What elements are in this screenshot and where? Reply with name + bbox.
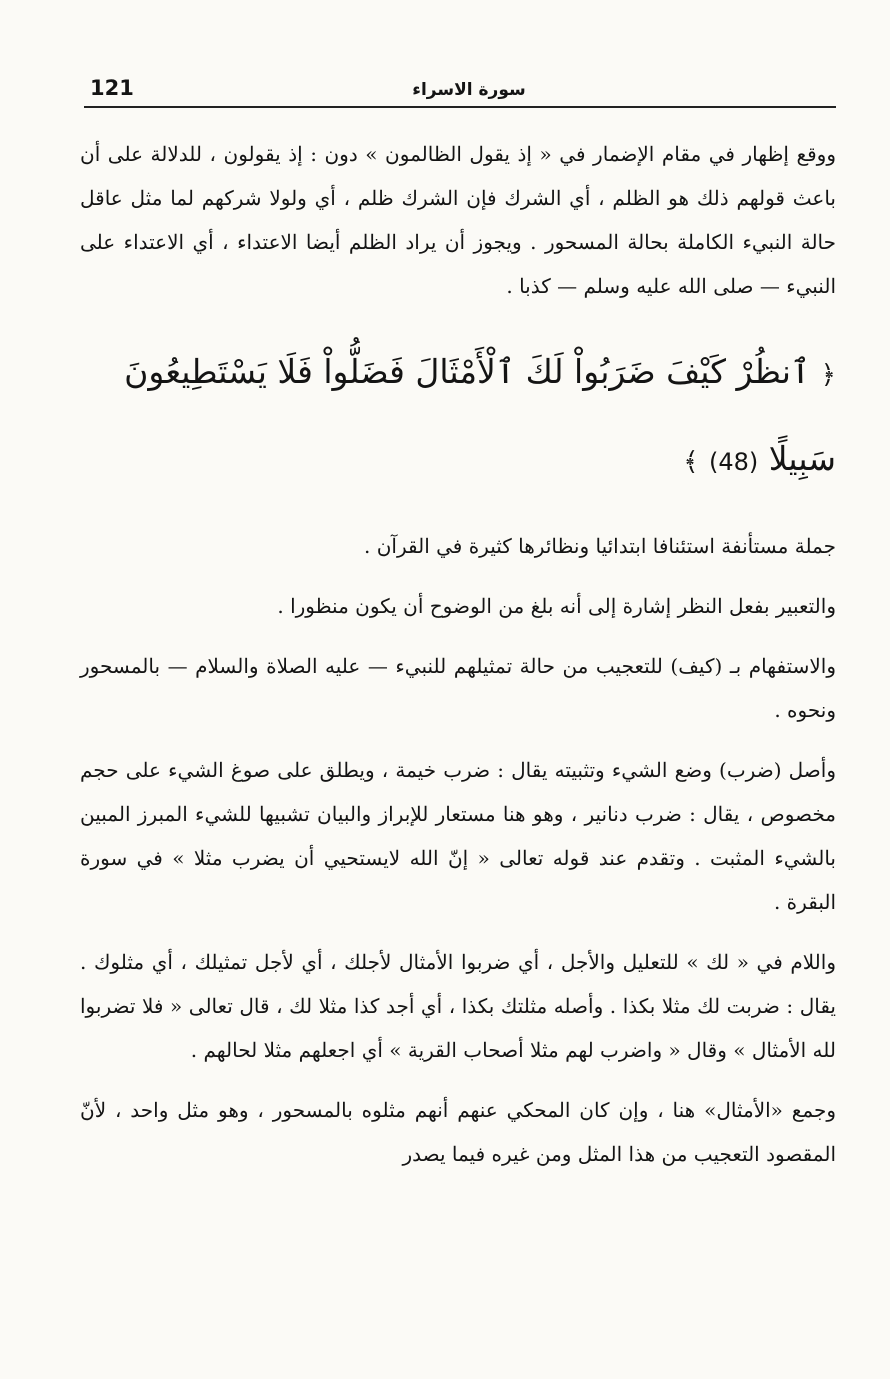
verse-text: ٱنظُرْ كَيْفَ ضَرَبُواْ لَكَ ٱلْأَمْثَالَ فَضَلُّواْ فَلَا يَسْتَطِيعُونَ سَبِيلًا — [124, 352, 836, 478]
page-body — [80, 132, 836, 1192]
page-header — [84, 72, 836, 110]
verse-open-bracket: ﴿ — [820, 360, 836, 390]
paragraph: واللام في « لك » للتعليل والأجل ، أي ضربوا الأمثال لأجلك ، أي لأجل تمثيلك ، أي مثلوك . يقال : ضربت لك مثلا بكذا . وأصله مثلتك بكذا ، أي أجد كذا مثلا لك ، قال تعالى « فلا تضربوا لله الأمثال » وقال « واضرب لهم مثلا أصحاب القرية » أي اجعلهم مثلا لحالهم . — [80, 950, 836, 1062]
paragraph: وجمع «الأمثال» هنا ، وإن كان المحكي عنهم أنهم مثلوه بالمسحور ، وهو مثل واحد ، لأنّ المقصود التعجيب من هذا المثل ومن غيره فيما يصدر — [80, 1098, 836, 1166]
verse-number: (48) — [708, 448, 759, 476]
paragraph: جملة مستأنفة استئنافا ابتدائيا ونظائرها كثيرة في القرآن . — [363, 534, 836, 558]
intro-paragraph: ووقع إظهار في مقام الإضمار في « إذ يقول الظالمون » دون : إذ يقولون ، للدلالة على أن باعث قولهم ذلك هو الظلم ، أي الشرك فإن الشرك ظلم ، أي ولولا شركهم لما مثل عاقل حالة النبيء الكاملة بحالة المسحور . ويجوز أن يراد الظلم أيضا الاعتداء ، أي الاعتداء على النبيء — صلى الله عليه وسلم — كذبا . — [80, 142, 836, 298]
paragraph: والاستفهام بـ (كيف) للتعجيب من حالة تمثيلهم للنبيء — عليه الصلاة والسلام — بالمسحور ونحوه . — [80, 654, 836, 722]
page-number: 121 — [90, 76, 134, 100]
header-rule — [84, 106, 836, 108]
running-title: سورة الاسراء — [412, 80, 526, 100]
quran-verse — [80, 330, 836, 504]
paragraph: والتعبير بفعل النظر إشارة إلى أنه بلغ من الوضوح أن يكون منظورا . — [277, 594, 836, 618]
verse-close-bracket: ﴾ — [683, 447, 699, 477]
paragraph: وأصل (ضرب) وضع الشيء وتثبيته يقال : ضرب خيمة ، ويطلق على صوغ الشيء على حجم مخصوص ، يقال : ضرب دنانير ، وهو هنا مستعار للإبراز والبيان تشبيها للشيء المبرز المبين بالشيء المثبت . وتقدم عند قوله تعالى « إنّ الله لايستحيي أن يضرب مثلا » في سورة البقرة . — [80, 758, 837, 914]
